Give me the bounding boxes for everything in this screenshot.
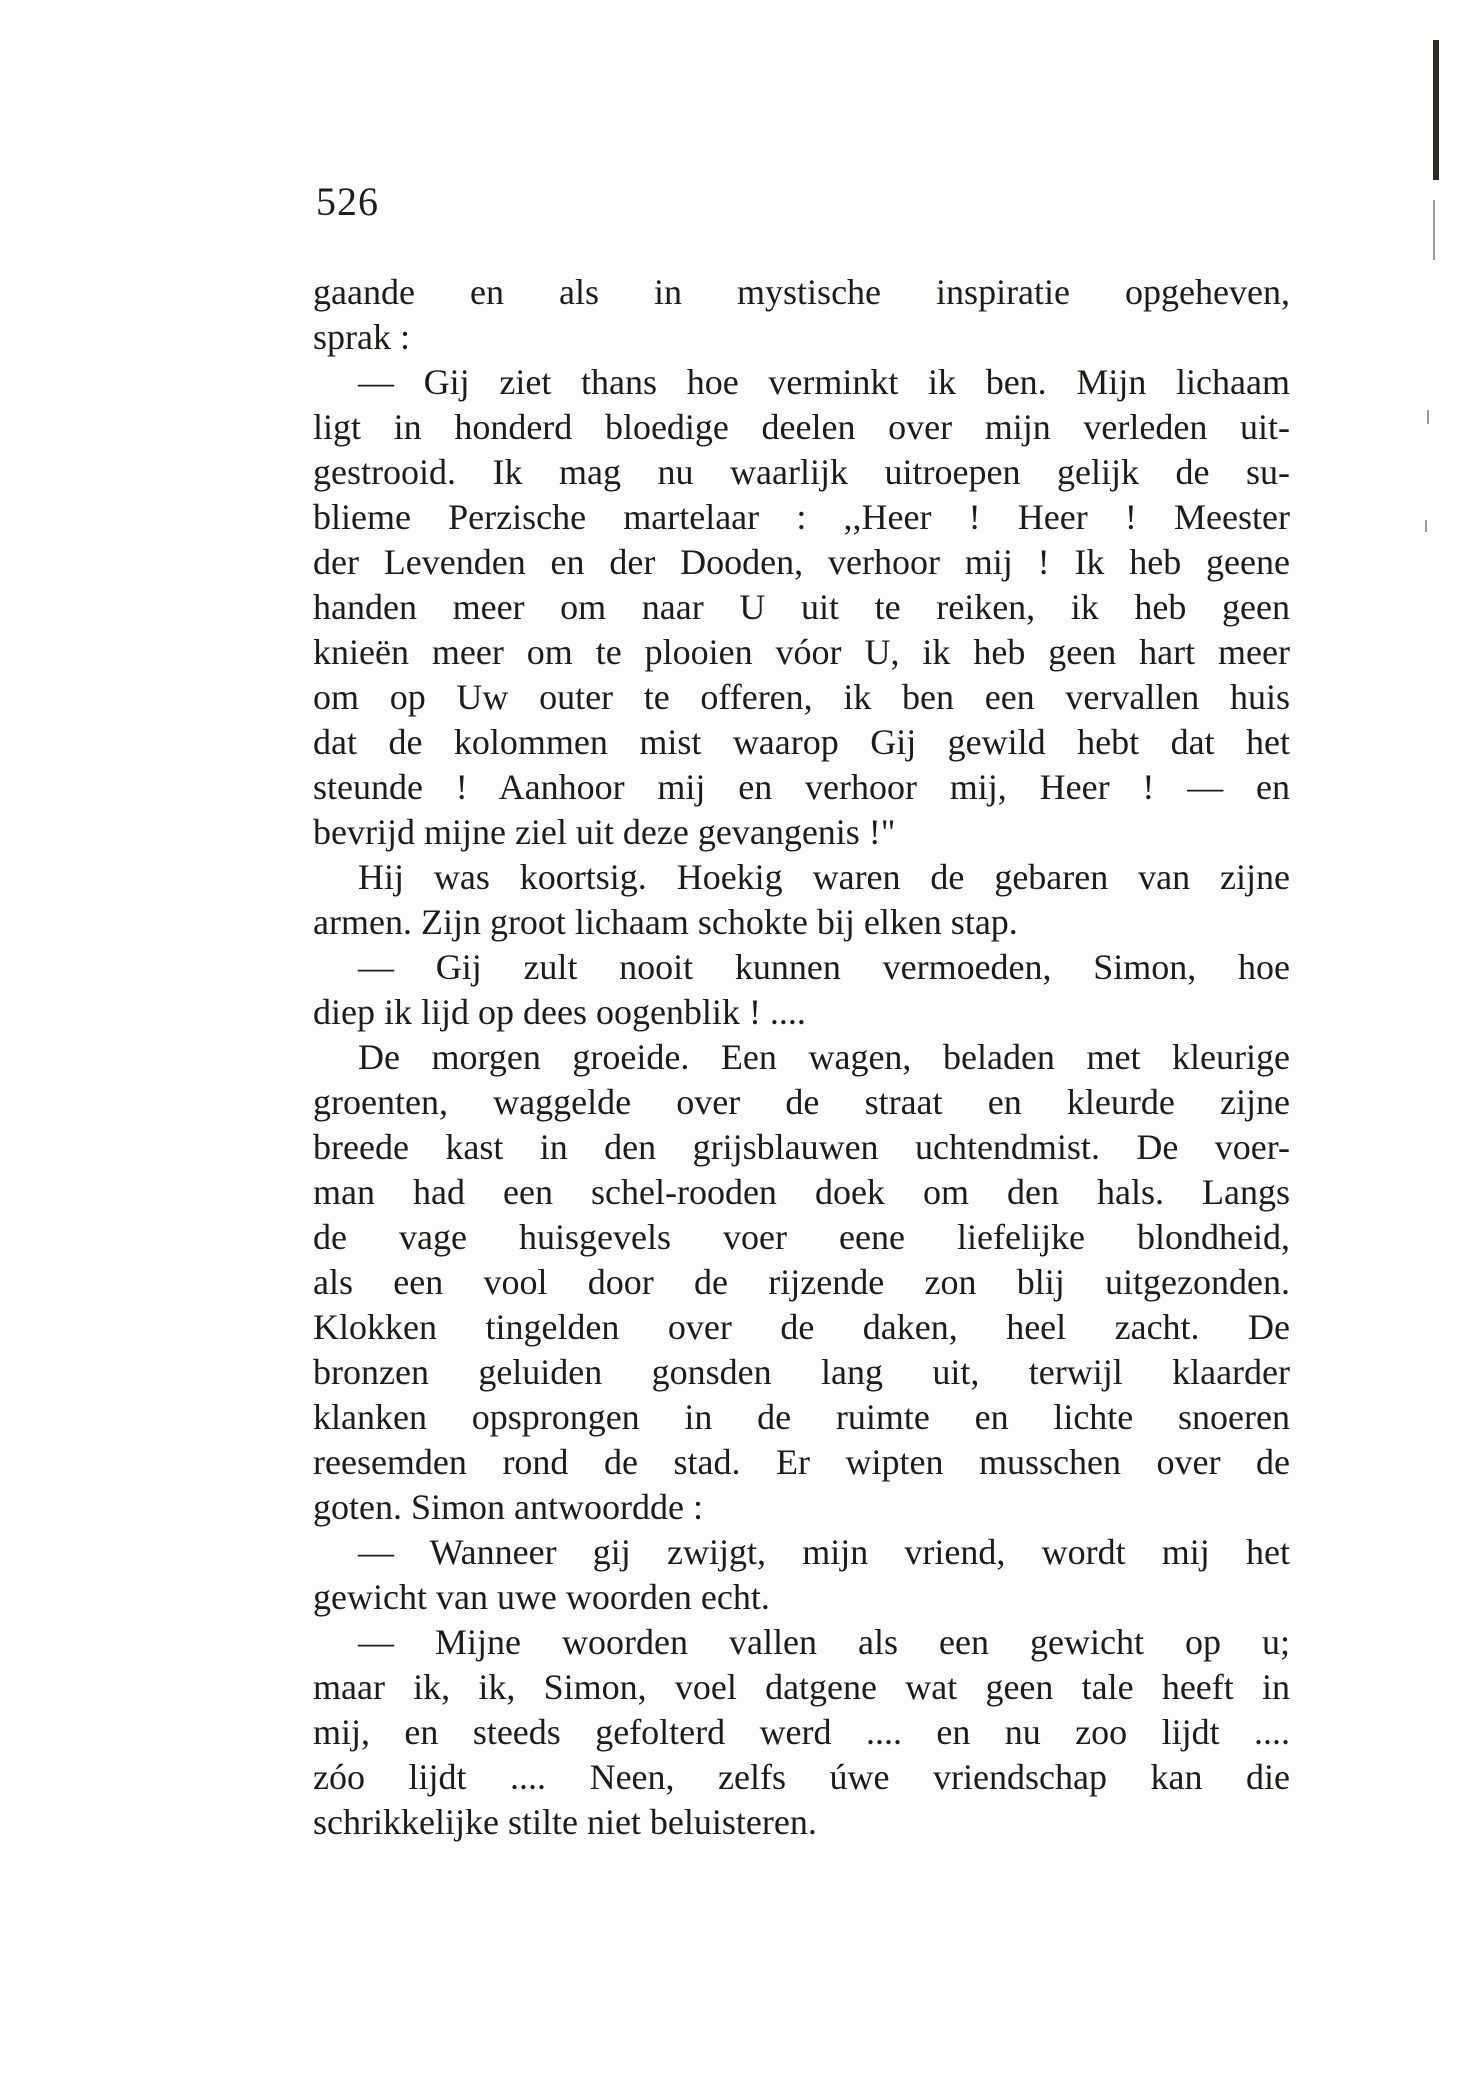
- text-line: bronzen geluiden gonsden lang uit, terwijl klaarder: [313, 1352, 1290, 1392]
- text-line: zóo lijdt .... Neen, zelfs úwe vriendschap kan die: [313, 1757, 1290, 1797]
- text-line: De morgen groeide. Een wagen, beladen met kleurige: [358, 1037, 1290, 1077]
- scan-edge-speck: [1425, 520, 1427, 532]
- text-line: blieme Perzische martelaar : ,,Heer ! Heer ! Meester: [313, 497, 1290, 537]
- text-line: schrikkelijke stilte niet beluisteren.: [313, 1802, 817, 1842]
- text-line: mij, en steeds gefolterd werd .... en nu zoo lijdt ....: [313, 1712, 1290, 1752]
- text-line: als een vool door de rijzende zon blij uitgezonden.: [313, 1262, 1290, 1302]
- text-line: bevrijd mijne ziel uit deze gevangenis !": [313, 812, 896, 852]
- text-line: Klokken tingelden over de daken, heel zacht. De: [313, 1307, 1290, 1347]
- scan-edge-speck: [1433, 200, 1435, 260]
- text-line: klanken opsprongen in de ruimte en lichte snoeren: [313, 1397, 1290, 1437]
- text-line: Hij was koortsig. Hoekig waren de gebaren van zijne: [358, 857, 1290, 897]
- scan-edge-speck: [1427, 410, 1429, 424]
- scan-edge-mark: [1433, 40, 1439, 180]
- text-line: groenten, waggelde over de straat en kleurde zijne: [313, 1082, 1290, 1122]
- text-line: — Gij ziet thans hoe verminkt ik ben. Mijn lichaam: [358, 362, 1290, 402]
- text-line: armen. Zijn groot lichaam schokte bij elken stap.: [313, 902, 1018, 942]
- text-line: gewicht van uwe woorden echt.: [313, 1577, 770, 1617]
- text-line: gestrooid. Ik mag nu waarlijk uitroepen gelijk de su-: [313, 452, 1290, 492]
- text-line: der Levenden en der Dooden, verhoor mij ! Ik heb geene: [313, 542, 1290, 582]
- body-text: [313, 270, 1290, 1845]
- text-line: — Gij zult nooit kunnen vermoeden, Simon, hoe: [358, 947, 1290, 987]
- text-line: man had een schel-rooden doek om den hals. Langs: [313, 1172, 1290, 1212]
- page-number: 526: [316, 179, 379, 224]
- text-line: goten. Simon antwoordde :: [313, 1487, 703, 1527]
- text-line: sprak :: [313, 317, 410, 357]
- text-line: breede kast in den grijsblauwen uchtendmist. De voer-: [313, 1127, 1290, 1167]
- text-line: handen meer om naar U uit te reiken, ik heb geen: [313, 587, 1290, 627]
- text-line: diep ik lijd op dees oogenblik ! ....: [313, 992, 806, 1032]
- text-line: gaande en als in mystische inspiratie opgeheven,: [313, 272, 1290, 312]
- text-line: — Wanneer gij zwijgt, mijn vriend, wordt mij het: [358, 1532, 1290, 1572]
- text-line: — Mijne woorden vallen als een gewicht op u;: [358, 1622, 1290, 1662]
- text-line: om op Uw outer te offeren, ik ben een vervallen huis: [313, 677, 1290, 717]
- text-line: maar ik, ik, Simon, voel datgene wat geen tale heeft in: [313, 1667, 1290, 1707]
- text-line: ligt in honderd bloedige deelen over mijn verleden uit-: [313, 407, 1290, 447]
- text-line: dat de kolommen mist waarop Gij gewild hebt dat het: [313, 722, 1290, 762]
- text-line: reesemden rond de stad. Er wipten musschen over de: [313, 1442, 1290, 1482]
- text-line: steunde ! Aanhoor mij en verhoor mij, Heer ! — en: [313, 767, 1290, 807]
- text-line: de vage huisgevels voer eene liefelijke blondheid,: [313, 1217, 1290, 1257]
- text-line: knieën meer om te plooien vóor U, ik heb geen hart meer: [313, 632, 1290, 672]
